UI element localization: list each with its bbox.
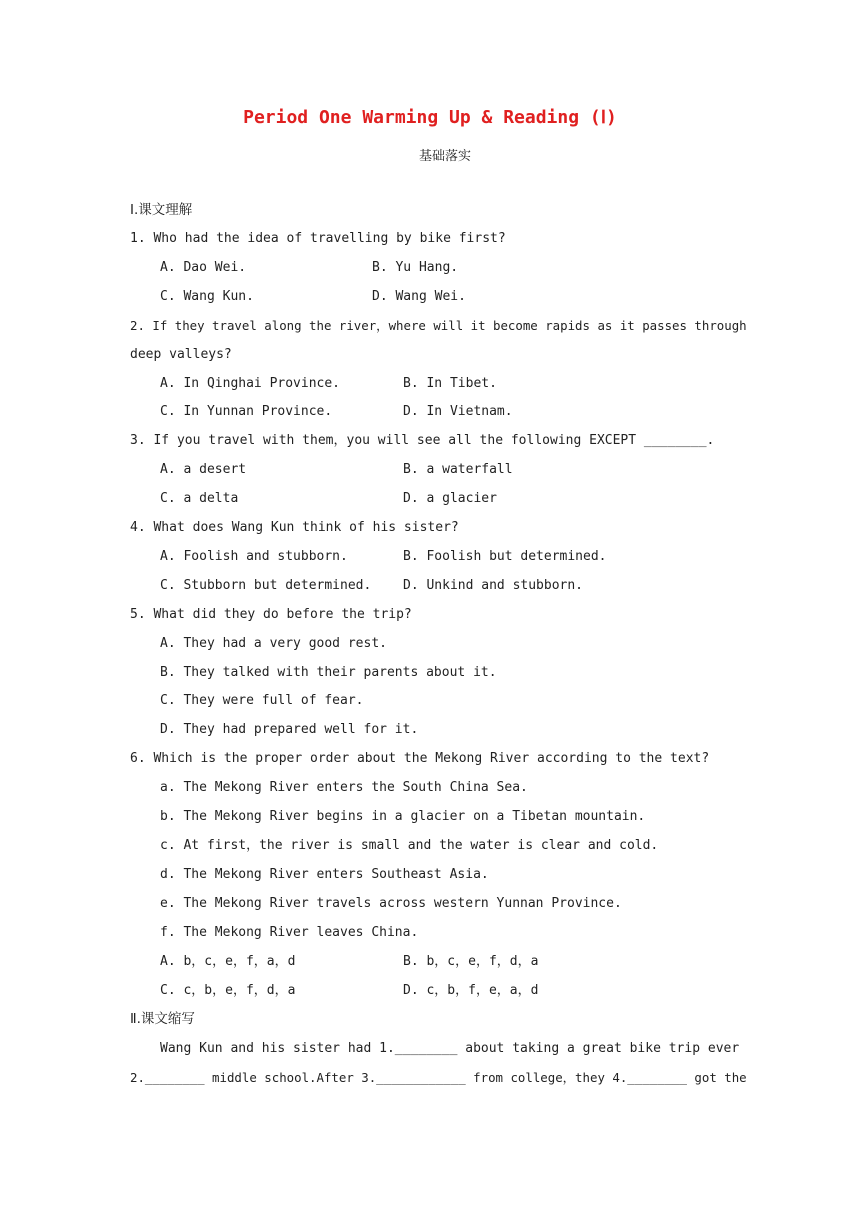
q6-statement-f: f. The Mekong River leaves China.	[160, 925, 419, 940]
q6-statement-c: c. At first，the river is small and the water is clear and cold.	[160, 838, 659, 853]
q5-option-d: D. They had prepared well for it.	[160, 722, 419, 737]
section-1-heading: Ⅰ.课文理解	[130, 202, 193, 218]
q1-option-d: D. Wang Wei.	[372, 289, 466, 304]
question-5: 5. What did they do before the trip?	[130, 607, 412, 622]
q6-statement-b: b. The Mekong River begins in a glacier on a Tibetan mountain.	[160, 809, 646, 824]
q6-option-c: C. c，b，e，f，d，a	[160, 983, 296, 998]
q2-option-a: A. In Qinghai Province.	[160, 376, 341, 391]
question-3: 3. If you travel with them，you will see all the following EXCEPT ________.	[130, 433, 715, 448]
question-2-line-2: deep valleys?	[130, 347, 232, 362]
q1-option-b: B. Yu Hang.	[372, 260, 459, 275]
q4-option-a: A. Foolish and stubborn.	[160, 549, 348, 564]
q1-option-a: A. Dao Wei.	[160, 260, 247, 275]
q1-option-c: C. Wang Kun.	[160, 289, 254, 304]
question-1: 1. Who had the idea of travelling by bike first?	[130, 231, 506, 246]
q5-option-c: C. They were full of fear.	[160, 693, 364, 708]
q5-option-a: A. They had a very good rest.	[160, 636, 387, 651]
page-subtitle: 基础落实	[418, 149, 471, 164]
q6-statement-e: e. The Mekong River travels across western Yunnan Province.	[160, 896, 622, 911]
q3-option-d: D. a glacier	[403, 491, 497, 506]
q3-option-b: B. a waterfall	[403, 462, 513, 477]
q4-option-d: D. Unkind and stubborn.	[403, 578, 584, 593]
q4-option-b: B. Foolish but determined.	[403, 549, 607, 564]
question-4: 4. What does Wang Kun think of his sister?	[130, 520, 459, 535]
page-title: Period One Warming Up & Reading (Ⅰ)	[243, 107, 617, 128]
section-2-heading: Ⅱ.课文缩写	[130, 1011, 195, 1027]
q6-option-b: B. b，c，e，f，d，a	[403, 954, 539, 969]
question-2-line-1: 2. If they travel along the river，where will it become rapids as it passes through	[130, 318, 747, 333]
q3-option-a: A. a desert	[160, 462, 247, 477]
q2-option-c: C. In Yunnan Province.	[160, 404, 333, 419]
q6-option-a: A. b，c，e，f，a，d	[160, 954, 296, 969]
q6-statement-a: a. The Mekong River enters the South China Sea.	[160, 780, 528, 795]
q2-option-d: D. In Vietnam.	[403, 404, 513, 419]
question-6: 6. Which is the proper order about the Mekong River according to the text?	[130, 751, 710, 766]
q3-option-c: C. a delta	[160, 491, 239, 506]
summary-line-1: Wang Kun and his sister had 1.________ about taking a great bike trip ever	[160, 1041, 740, 1056]
q4-option-c: C. Stubborn but determined.	[160, 578, 372, 593]
q5-option-b: B. They talked with their parents about it.	[160, 665, 497, 680]
q2-option-b: B. In Tibet.	[403, 376, 497, 391]
q6-statement-d: d. The Mekong River enters Southeast Asia.	[160, 867, 489, 882]
summary-line-2: 2.________ middle school.After 3.____________ from college，they 4.________ got the	[130, 1070, 747, 1085]
q6-option-d: D. c，b，f，e，a，d	[403, 983, 539, 998]
